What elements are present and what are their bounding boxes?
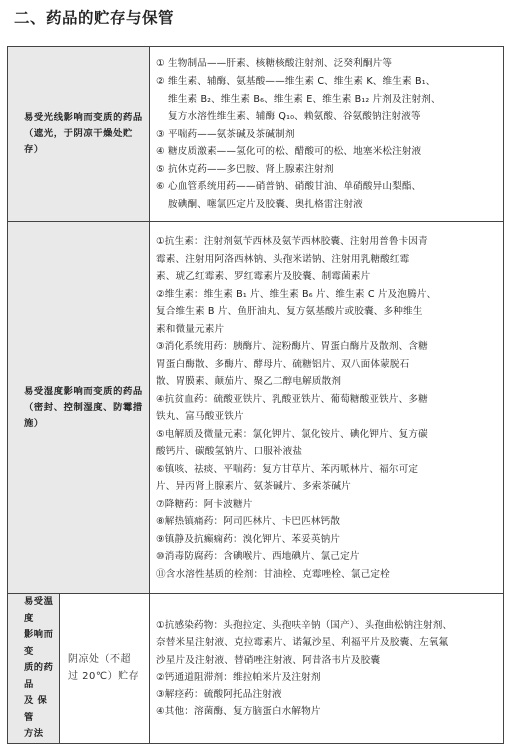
- list-item: 素、琥乙红霉素、罗红霉素片及胶囊、制霉菌素片: [156, 271, 371, 282]
- list-item: ⑩消毒防腐药：含碘喉片、西地碘片、氯己定片: [156, 551, 360, 562]
- category-line: 影响而变: [24, 629, 54, 657]
- list-item: ①抗生素：注射剂氨苄西林及氨苄西林胶囊、注射用普鲁卡因青: [156, 236, 428, 247]
- list-item: 沙星片及注射液、替硝唑注射液、阿昔洛韦片及胶囊: [156, 654, 381, 666]
- temperature-sensitive-category: [8, 594, 60, 744]
- list-item: 散、胃膜素、颠茄片、聚乙二醇电解质散剂: [156, 376, 342, 387]
- category-line: 易受温度: [24, 596, 54, 624]
- list-item: ④抗贫血药：硫酸亚铁片、乳酸亚铁片、葡萄糖酸亚铁片、多糖: [156, 393, 428, 405]
- list-item: ①抗感染药物：头孢拉定、头孢呋辛钠（国产）、头孢曲松钠注射剂、: [156, 620, 453, 632]
- category-line: 质的药品: [24, 662, 54, 690]
- list-item: 素和微量元素片: [156, 323, 225, 335]
- storage-table: [7, 46, 504, 744]
- category-line: 易受光线影响而变质的药品: [24, 112, 143, 123]
- list-item: 维生素 B₂、维生素 B₆、维生素 E、维生素 B₁₂ 片剂及注射剂、: [168, 93, 441, 105]
- list-item: ④其他：溶菌酶、复方脑蛋白水解物片: [156, 706, 321, 718]
- list-item: ⑥ 心血管系统用药——硝普钠、硝酸甘油、单硝酸异山梨酯、: [156, 181, 422, 193]
- list-item: ⑤电解质及微量元素：氯化钾片、氯化铵片、碘化钾片、复方碳: [156, 428, 428, 440]
- list-item: 奈替米星注射液、克拉霉素片、诺氟沙星、利福平片及胶囊、左氧氟: [156, 637, 449, 649]
- humidity-sensitive-row: [8, 222, 504, 594]
- light-sensitive-category: [8, 47, 150, 222]
- list-item: ⑥镇咳、祛痰、平喘药：复方甘草片、苯丙哌林片、福尔可定: [156, 463, 419, 475]
- category-line: 易受湿度影响而变质的药品: [24, 385, 143, 397]
- list-item: ⑤ 抗休克药——多巴胺、肾上腺素注射剂: [156, 163, 334, 175]
- humidity-sensitive-list: [150, 222, 504, 594]
- storage-condition: [60, 594, 150, 744]
- list-item: 铁丸、富马酸亚铁片: [156, 411, 244, 422]
- list-item: 霉素、注射用阿洛西林钠、头孢米诺钠、注射用乳糖酸红霉: [156, 253, 410, 265]
- light-sensitive-list: [150, 47, 504, 222]
- list-item: 酸钙片、碳酸氢钠片、口服补液盐: [156, 446, 303, 457]
- category-line: 方法: [24, 728, 44, 739]
- list-item: ②钙通道阻滞剂：维拉帕米片及注射剂: [156, 671, 321, 683]
- list-item: ③解痉药：硫酸阿托品注射液: [156, 688, 282, 700]
- light-sensitive-row: [8, 47, 504, 222]
- list-item: ③ 平喘药——氨茶碱及茶碱制剂: [156, 128, 295, 140]
- temperature-sensitive-row: [8, 594, 504, 744]
- condition-line: 阴凉处（不超: [68, 654, 131, 666]
- condition-line: 过 20℃）贮存: [68, 671, 140, 683]
- list-item: 胺碘酮、噻氯匹定片及胶囊、奥扎格雷注射液: [168, 199, 363, 211]
- list-item: ⑨镇静及抗癫痫药：溴化钾片、苯妥英钠片: [156, 533, 341, 545]
- list-item: ④ 糖皮质激素——氢化可的松、醋酸可的松、地塞米松注射液: [156, 146, 422, 158]
- category-line: （密封、控制湿度、防霉措施）: [24, 401, 143, 429]
- list-item: 胃蛋白酶散、多酶片、酵母片、硫糖铝片、双八面体蒙脱石: [156, 358, 410, 370]
- list-item: 片、异丙肾上腺素片、氨茶碱片、多索茶碱片: [156, 481, 351, 492]
- list-item: ⑪含水溶性基质的栓剂：甘油栓、克霉唑栓、氯己定栓: [156, 568, 390, 580]
- list-item: 复方水溶性维生素、辅酶 Q₁₀、赖氨酸、谷氨酸钠注射液等: [168, 111, 421, 123]
- temperature-sensitive-list: [150, 594, 504, 744]
- category-line: （遮光，于阴凉干燥处贮存）: [24, 128, 133, 155]
- list-item: 复合维生素 B 片、鱼肝油丸、复方氨基酸片或胶囊、多种维生: [156, 306, 423, 317]
- humidity-sensitive-category: [8, 222, 150, 594]
- section-title: 二、药品的贮存与保管: [14, 9, 175, 27]
- category-line: 及 保 管: [24, 695, 48, 723]
- list-item: ②维生素：维生素 B₁ 片、维生素 B₆ 片、维生素 C 片及泡腾片、: [156, 288, 437, 300]
- list-item: ① 生物制品——肝素、核糖核酸注射剂、泛癸利酮片等: [156, 58, 393, 70]
- list-item: ⑦降糖药：阿卡波糖片: [156, 498, 253, 510]
- list-item: ② 维生素、辅酶、氨基酸——维生素 C、维生素 K、维生素 B₁、: [156, 75, 436, 87]
- list-item: ⑧解热镇痛药：阿司匹林片、卡巴匹林钙散: [156, 516, 341, 527]
- list-item: ③消化系统用药：胰酶片、淀粉酶片、胃蛋白酶片及散剂、含糖: [156, 341, 428, 352]
